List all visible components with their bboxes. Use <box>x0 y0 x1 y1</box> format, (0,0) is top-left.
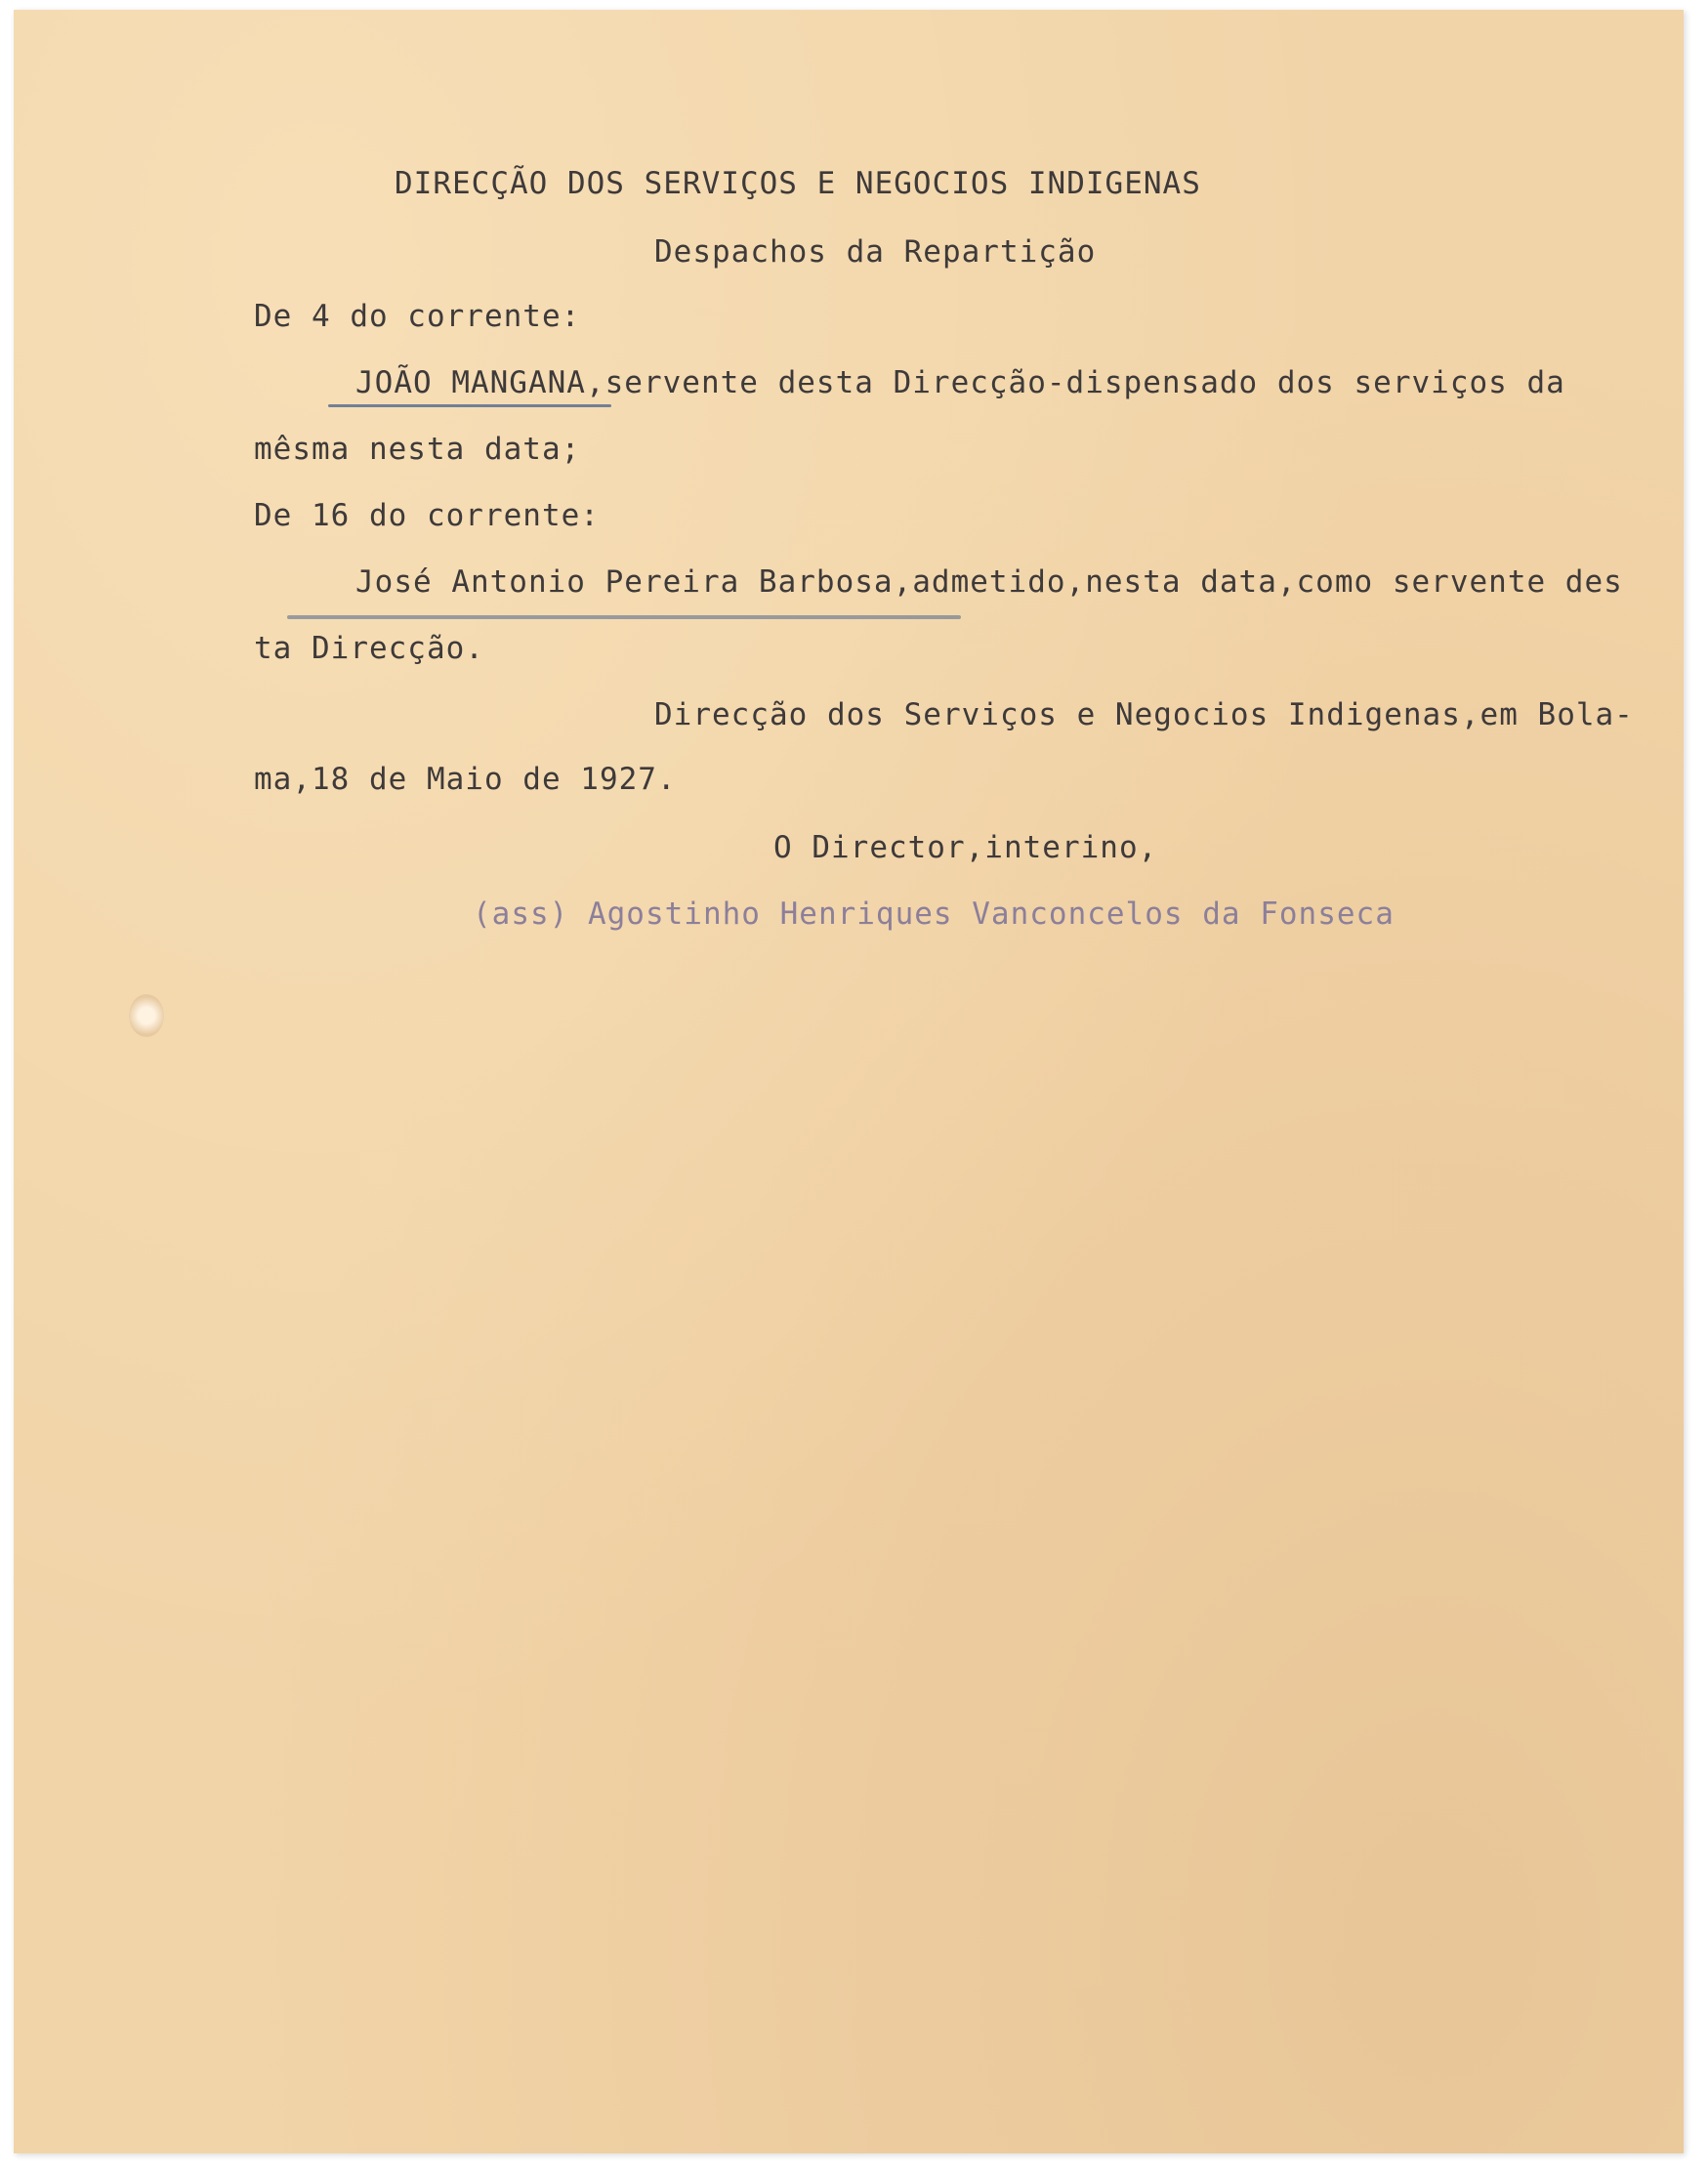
entry-2-name-underline <box>287 615 961 619</box>
entry-1-text-line-2: mêsma nesta data; <box>254 432 581 467</box>
document-page <box>14 10 1684 2153</box>
entry-1-name-underline <box>328 404 611 407</box>
closing-line-2: ma,18 de Maio de 1927. <box>254 762 677 797</box>
hole-punch-mark <box>129 994 164 1037</box>
signatory-title: O Director,interino, <box>773 830 1158 865</box>
entry-1-text-line-1: JOÃO MANGANA,servente desta Direcção-dispensado dos serviços da <box>355 365 1565 400</box>
closing-line-1: Direcção dos Serviços e Negocios Indigenas,em Bola- <box>654 697 1634 732</box>
signature-line: (ass) Agostinho Henriques Vanconcelos da Fonseca <box>473 896 1395 932</box>
document-heading: DIRECÇÃO DOS SERVIÇOS E NEGOCIOS INDIGENAS <box>395 166 1201 201</box>
entry-1-date-line: De 4 do corrente: <box>254 299 581 334</box>
document-subheading: Despachos da Repartição <box>654 234 1097 270</box>
entry-2-date-line: De 16 do corrente: <box>254 498 600 533</box>
entry-2-text-line-1: José Antonio Pereira Barbosa,admetido,nesta data,como servente des <box>355 564 1623 600</box>
entry-2-text-line-2: ta Direcção. <box>254 631 484 666</box>
